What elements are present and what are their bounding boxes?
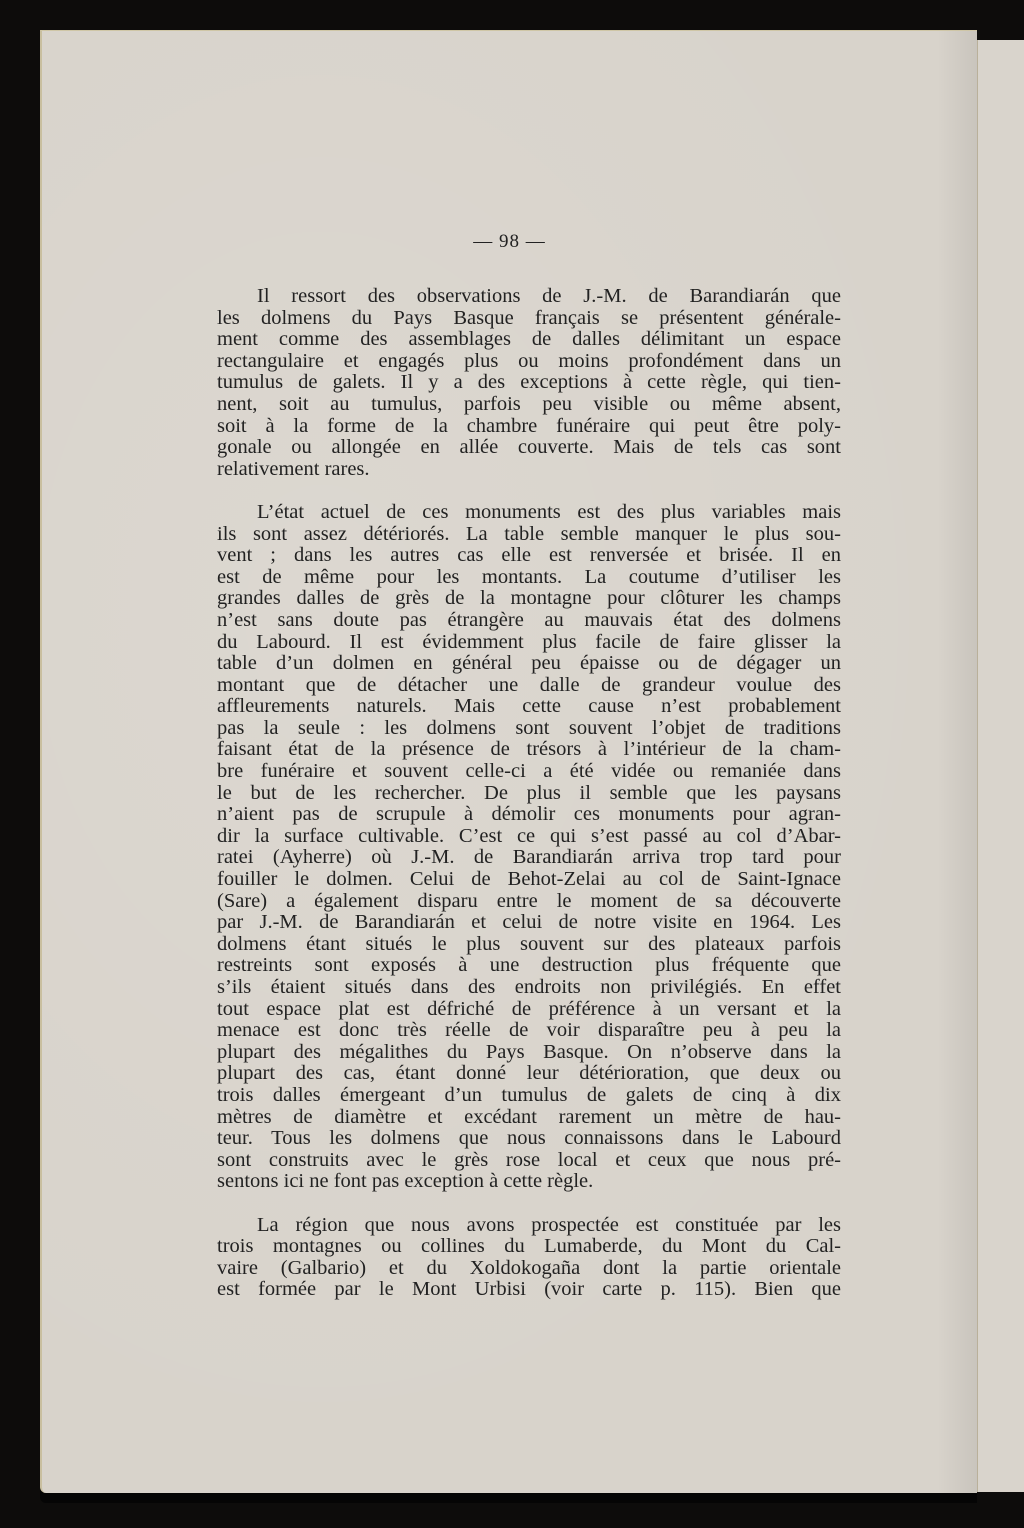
- text-line: (Sare) a également disparu entre le moment de sa découverte: [217, 889, 841, 912]
- book-page-left: [40, 30, 977, 1493]
- text-line: table d’un dolmen en général peu épaisse ou de dégager un: [217, 652, 841, 675]
- text-line: n’est sans doute pas étrangère au mauvais état des dolmens: [217, 608, 841, 631]
- text-line: vaire (Galbario) et du Xoldokogaña dont la partie orientale: [217, 1256, 841, 1279]
- text-line: est formée par le Mont Urbisi (voir carte p. 115). Bien que: [217, 1278, 841, 1301]
- text-line: plupart des cas, étant donné leur détérioration, que deux ou: [217, 1062, 841, 1085]
- text-line: par J.-M. de Barandiarán et celui de notre visite en 1964. Les: [217, 911, 841, 934]
- text-line: trois montagnes ou collines du Lumaberde, du Mont du Cal-: [217, 1235, 841, 1258]
- text-line: gonale ou allongée en allée couverte. Mais de tels cas sont: [217, 436, 841, 459]
- text-line: affleurements naturels. Mais cette cause n’est probablement: [217, 695, 841, 718]
- text-line: relativement rares.: [217, 457, 370, 480]
- text-line: nent, soit au tumulus, parfois peu visible ou même absent,: [217, 392, 841, 415]
- text-line: mètres de diamètre et excédant rarement un mètre de hau-: [217, 1105, 841, 1128]
- text-line: bre funéraire et souvent celle-ci a été vidée ou remaniée dans: [217, 760, 841, 783]
- text-line: dir la surface cultivable. C’est ce qui s’est passé au col d’Abar-: [217, 824, 841, 847]
- text-line: sentons ici ne font pas exception à cette règle.: [217, 1170, 594, 1193]
- text-line: menace est donc très réelle de voir disparaître peu à peu la: [217, 1019, 841, 1042]
- book-page-right-edge: [977, 40, 1024, 1492]
- text-line: montant que de détacher une dalle de grandeur voulue des: [217, 673, 841, 696]
- text-line: pas la seule : les dolmens sont souvent l’objet de traditions: [217, 716, 841, 739]
- text-line: ratei (Ayherre) où J.-M. de Barandiarán arriva trop tard pour: [217, 846, 841, 869]
- text-line: La région que nous avons prospectée est constituée par les: [257, 1213, 841, 1236]
- text-line: les dolmens du Pays Basque français se présentent générale-: [217, 306, 841, 329]
- text-line: trois dalles émergeant d’un tumulus de galets de cinq à dix: [217, 1083, 841, 1106]
- text-line: grandes dalles de grès de la montagne pour clôturer les champs: [217, 587, 841, 610]
- text-line: faisant état de la présence de trésors à l’intérieur de la cham-: [217, 738, 841, 761]
- text-line: tout espace plat est défriché de préférence à un versant et la: [217, 997, 841, 1020]
- text-line: du Labourd. Il est évidemment plus facile de faire glisser la: [217, 630, 841, 653]
- text-line: L’état actuel de ces monuments est des plus variables mais: [257, 500, 841, 523]
- text-line: ment comme des assemblages de dalles délimitant un espace: [217, 328, 841, 351]
- text-line: fouiller le dolmen. Celui de Behot-Zelai au col de Saint-Ignace: [217, 868, 841, 891]
- page-number: — 98 —: [473, 231, 546, 252]
- text-line: teur. Tous les dolmens que nous connaissons dans le Labourd: [217, 1127, 841, 1150]
- text-line: n’aient pas de scrupule à démolir ces monuments pour agran-: [217, 803, 841, 826]
- text-line: Il ressort des observations de J.-M. de Barandiarán que: [257, 285, 841, 307]
- text-line: rectangulaire et engagés plus ou moins profondément dans un: [217, 349, 841, 372]
- body-text: [217, 286, 841, 1323]
- paragraph: [217, 1215, 841, 1301]
- text-line: restreints sont exposés à une destruction plus fréquente que: [217, 954, 841, 977]
- text-line: dolmens étant situés le plus souvent sur des plateaux parfois: [217, 932, 841, 955]
- paragraph: [217, 286, 841, 480]
- text-line: sont construits avec le grès rose local et ceux que nous pré-: [217, 1148, 841, 1171]
- paragraph: [217, 502, 841, 1193]
- text-line: est de même pour les montants. La coutume d’utiliser les: [217, 565, 841, 588]
- text-line: le but de les rechercher. De plus il semble que les paysans: [217, 781, 841, 804]
- text-line: ils sont assez détériorés. La table semble manquer le plus sou-: [217, 522, 841, 545]
- text-line: plupart des mégalithes du Pays Basque. On n’observe dans la: [217, 1040, 841, 1063]
- text-line: vent ; dans les autres cas elle est renversée et brisée. Il en: [217, 544, 841, 567]
- text-line: s’ils étaient situés dans des endroits non privilégiés. En effet: [217, 976, 841, 998]
- text-line: soit à la forme de la chambre funéraire qui peut être poly-: [217, 414, 841, 437]
- text-line: tumulus de galets. Il y a des exceptions à cette règle, qui tien-: [217, 371, 841, 394]
